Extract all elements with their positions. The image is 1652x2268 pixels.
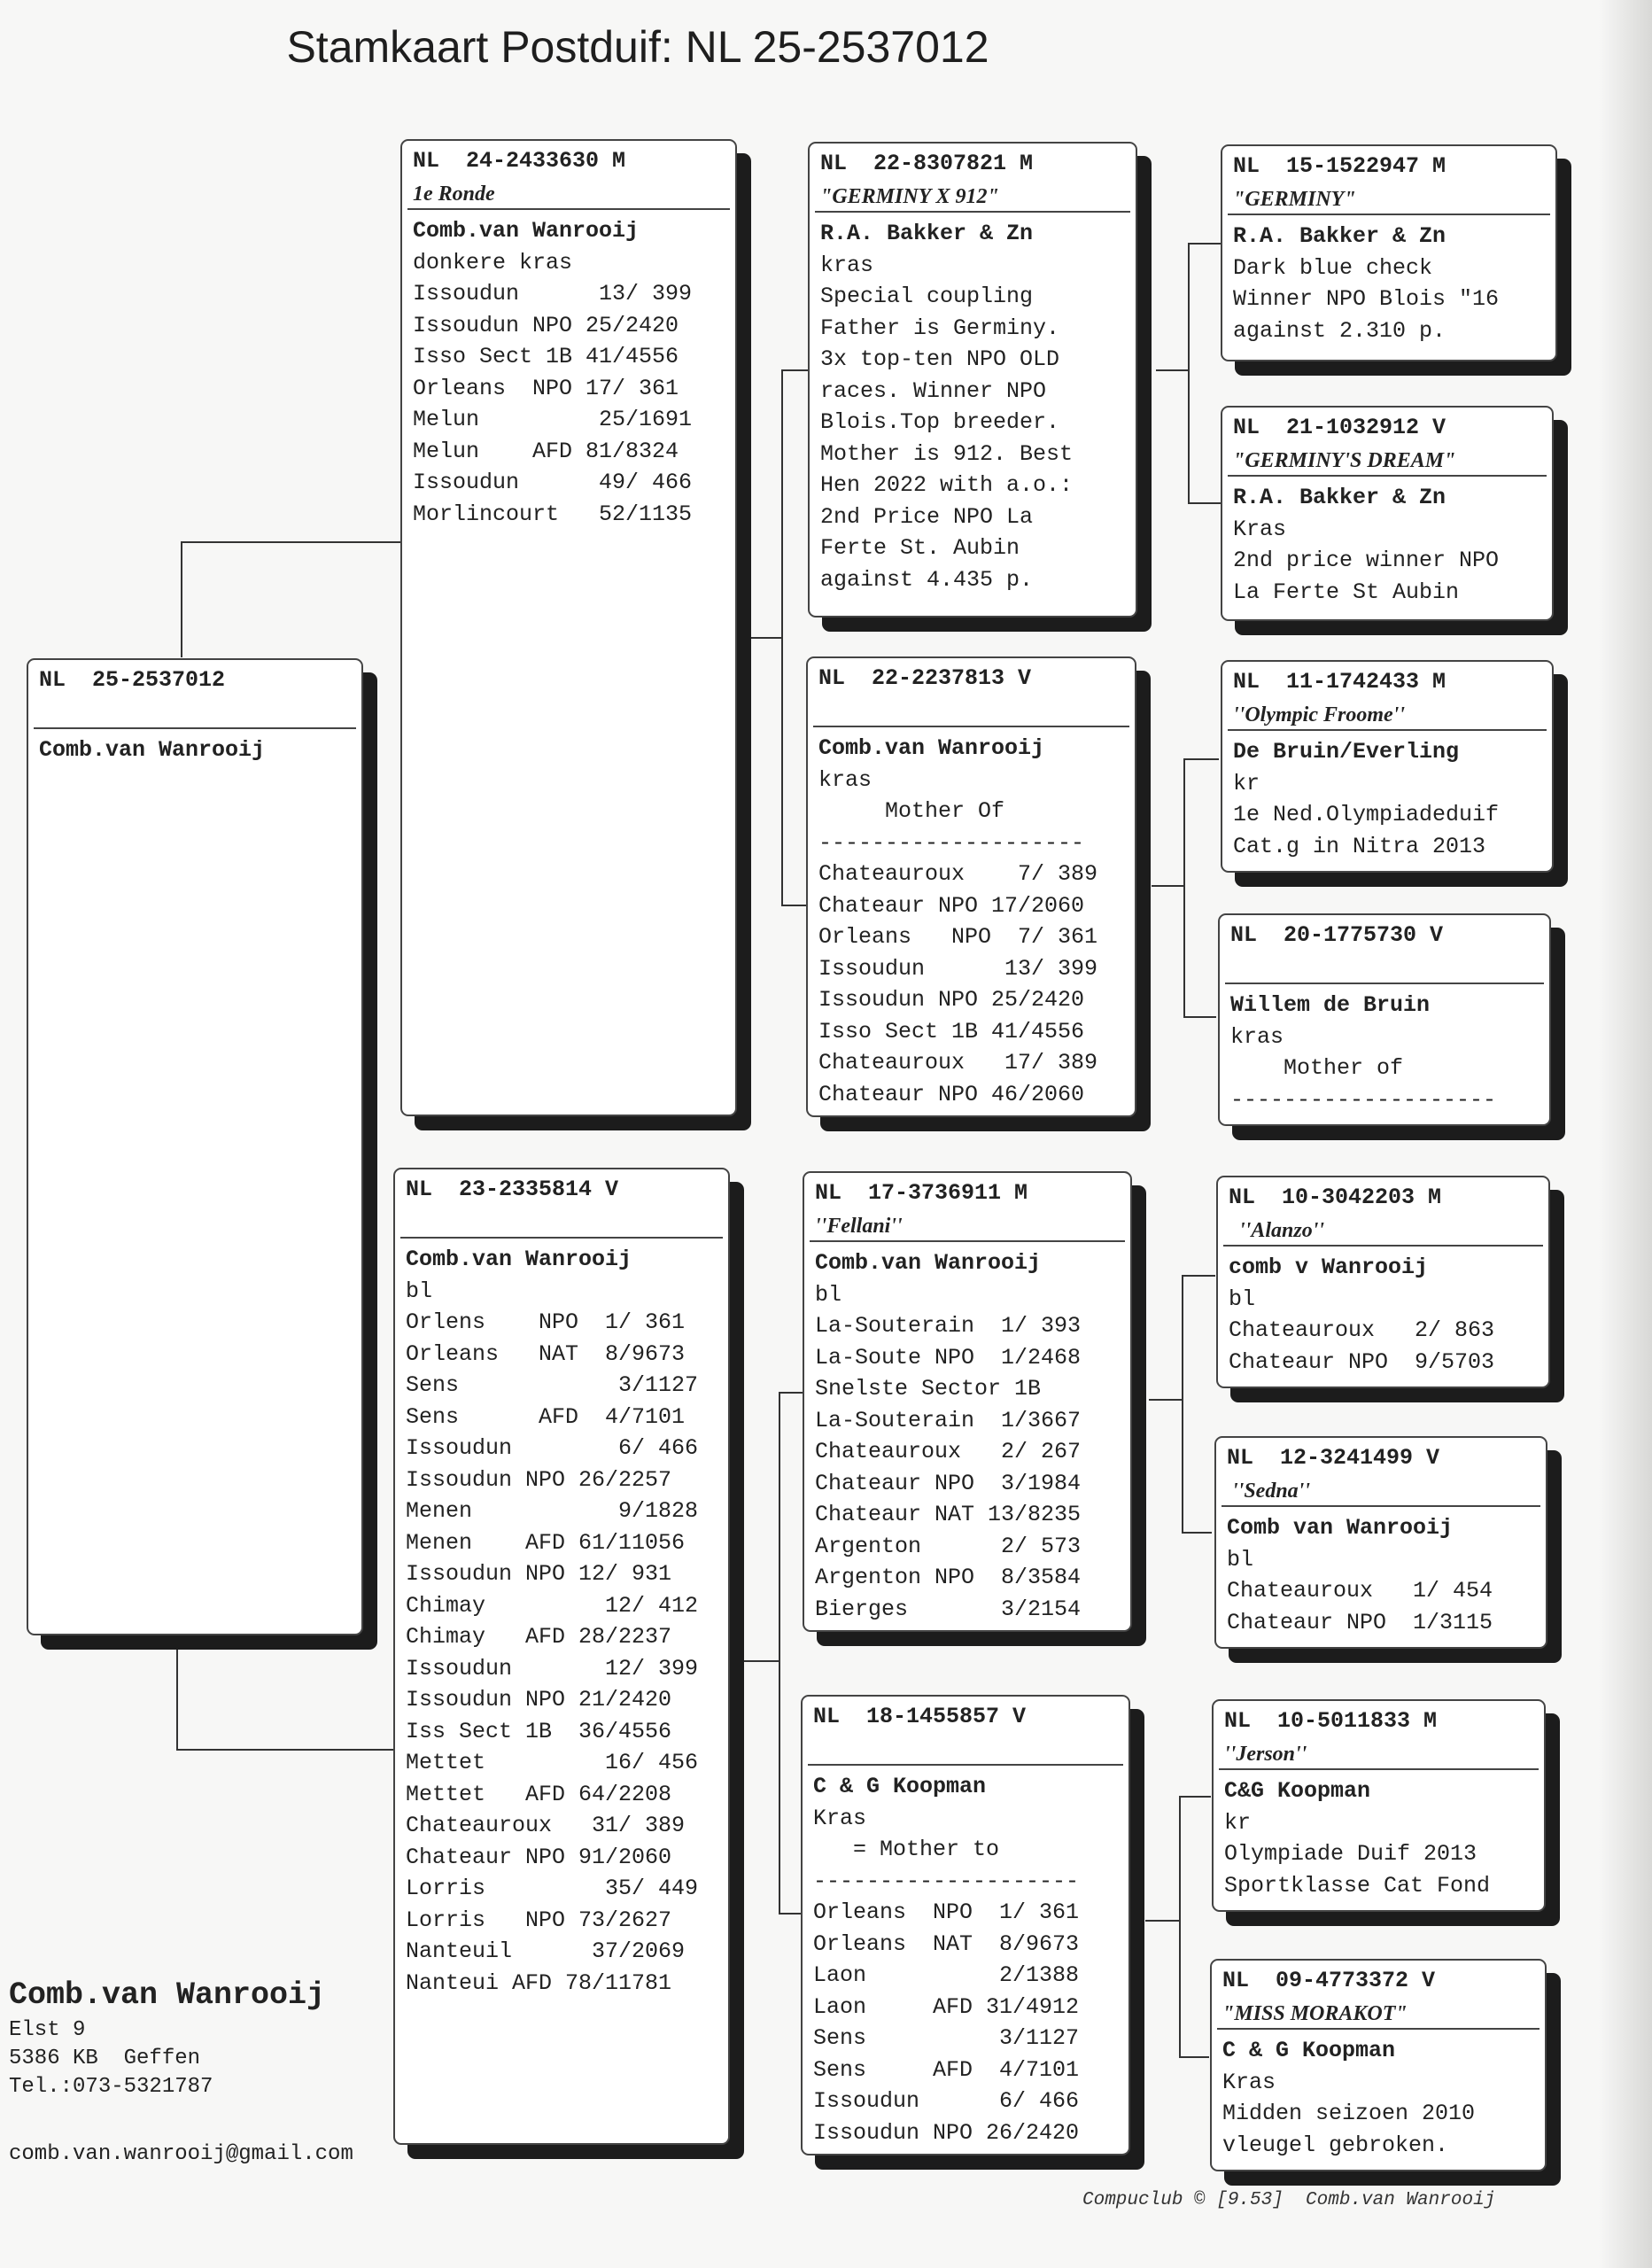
detail-line: Sens 3/1127	[813, 2025, 1080, 2051]
detail-line: Kras	[1222, 2069, 1276, 2095]
detail-line: Orleans NPO 17/ 361	[413, 375, 679, 401]
detail-line: Sens AFD 4/7101	[406, 1403, 686, 1430]
breeder-name: Comb van Wanrooij	[1227, 1515, 1454, 1541]
detail-line: kras	[818, 766, 873, 793]
detail-line: Cat.g in Nitra 2013	[1233, 833, 1486, 859]
ring-number: NL 18-1455857 V	[813, 1704, 1027, 1729]
pedigree-box-ff	[808, 142, 1137, 617]
detail-line: kr	[1233, 770, 1260, 796]
detail-line: Orleans NAT 8/9673	[406, 1340, 686, 1367]
pigeon-details	[1218, 1247, 1548, 1378]
detail-line: Special coupling	[820, 284, 1034, 309]
detail-line: Orleans NAT 8/9673	[813, 1930, 1080, 1957]
detail-line: Issoudun 12/ 399	[406, 1655, 699, 1682]
detail-line: Chimay AFD 28/2237	[406, 1624, 672, 1650]
pedigree-box-ffm	[1221, 406, 1554, 621]
detail-line: bl	[406, 1278, 433, 1304]
detail-line: Mettet AFD 64/2208	[406, 1781, 672, 1807]
pigeon-details	[808, 727, 1135, 1110]
detail-line: Menen AFD 61/11056	[406, 1529, 686, 1556]
detail-line: Issoudun NPO 12/ 931	[406, 1561, 672, 1587]
ring-number: NL 20-1775730 V	[1230, 922, 1444, 948]
detail-line: Lorris 35/ 449	[406, 1876, 699, 1901]
pedigree-box-fff	[1221, 144, 1557, 361]
breeder-name: R.A. Bakker & Zn	[1233, 485, 1446, 510]
ring-number: NL 09-4773372 V	[1222, 1968, 1436, 1993]
detail-line: --------------------	[818, 829, 1085, 856]
pigeon-details	[804, 1242, 1130, 1625]
pigeon-details	[1220, 984, 1549, 1115]
detail-line: Olympiade Duif 2013	[1224, 1841, 1477, 1867]
detail-line: bl	[815, 1281, 842, 1308]
detail-line: Chateauroux 17/ 389	[818, 1050, 1098, 1076]
pigeon-details	[1214, 1770, 1544, 1901]
detail-line: vleugel gebroken.	[1222, 2132, 1449, 2158]
pigeon-name: ''Fellani''	[815, 1215, 903, 1238]
detail-line: Issoudun 13/ 399	[413, 281, 693, 307]
pigeon-name: ''Olympic Froome''	[1233, 703, 1405, 726]
detail-line: Isso Sect 1B 41/4556	[818, 1018, 1085, 1045]
pigeon-details	[1222, 477, 1552, 608]
detail-line: = Mother to	[813, 1837, 1000, 1862]
pigeon-name	[28, 699, 361, 727]
detail-line: La Ferte St Aubin	[1233, 579, 1460, 605]
detail-line: Issoudun 6/ 466	[406, 1435, 699, 1461]
detail-line: --------------------	[813, 1868, 1080, 1894]
detail-line: Issoudun NPO 26/2257	[406, 1466, 672, 1493]
breeder-name: Comb.van Wanrooij	[406, 1247, 632, 1272]
ring-number: NL 21-1032912 V	[1233, 415, 1446, 440]
ring-number: NL 10-3042203 M	[1229, 1184, 1442, 1210]
ring-number: NL 10-5011833 M	[1224, 1708, 1438, 1734]
ring-number: NL 22-8307821 M	[820, 151, 1034, 176]
pigeon-details	[803, 1766, 1128, 2148]
pedigree-box-mff	[1216, 1176, 1550, 1388]
pedigree-box-mm	[801, 1695, 1130, 2155]
detail-line: against 4.435 p.	[820, 566, 1034, 593]
detail-line: --------------------	[1230, 1086, 1497, 1113]
page-title: Stamkaart Postduif: NL 25-2537012	[286, 22, 989, 72]
detail-line: Argenton NPO 8/3584	[815, 1565, 1082, 1590]
breeder-name: Comb.van Wanrooij	[818, 735, 1045, 761]
breeder-name: R.A. Bakker & Zn	[1233, 223, 1446, 249]
detail-line: Issoudun 49/ 466	[413, 470, 693, 495]
owner-email: comb.van.wanrooij@gmail.com	[9, 2142, 353, 2166]
pigeon-name: "GERMINY"	[1233, 188, 1356, 211]
breeder-name: De Bruin/Everling	[1233, 739, 1460, 765]
detail-line: Chateaur NPO 46/2060	[818, 1081, 1085, 1107]
pedigree-box-father	[400, 139, 737, 1116]
breeder-name: comb v Wanrooij	[1229, 1254, 1429, 1280]
ring-number: NL 12-3241499 V	[1227, 1445, 1440, 1471]
owner-address	[9, 1977, 353, 2166]
detail-line: Mother Of	[818, 798, 1005, 824]
detail-line: Chateaur NPO 1/3115	[1227, 1609, 1493, 1635]
breeder-name: Comb.van Wanrooij	[815, 1250, 1042, 1276]
detail-line: Bierges 3/2154	[815, 1596, 1082, 1622]
detail-line: Mettet 16/ 456	[406, 1750, 699, 1775]
detail-line: Issoudun NPO 25/2420	[818, 987, 1085, 1013]
detail-line: Laon AFD 31/4912	[813, 1993, 1080, 2020]
breeder-name: Comb.van Wanrooij	[39, 737, 266, 763]
detail-line: La-Souterain 1/3667	[815, 1407, 1082, 1433]
detail-line: Mother of	[1230, 1055, 1404, 1081]
pedigree-box-mfm	[1214, 1436, 1547, 1649]
detail-line: Nanteuil 37/2069	[406, 1938, 686, 1964]
pigeon-details	[1222, 731, 1552, 862]
detail-line: Argenton 2/ 573	[815, 1533, 1082, 1559]
detail-line: Chateauroux 7/ 389	[818, 861, 1098, 887]
detail-line: 2nd price winner NPO	[1233, 548, 1500, 573]
owner-name: Comb.van Wanrooij	[9, 1977, 326, 2013]
breeder-name: R.A. Bakker & Zn	[820, 221, 1034, 246]
ring-number: NL 24-2433630 M	[413, 148, 626, 174]
detail-line: Mother is 912. Best	[820, 440, 1074, 467]
detail-line: Lorris NPO 73/2627	[406, 1907, 672, 1933]
ring-number: NL 22-2237813 V	[818, 665, 1032, 691]
detail-line: 2nd Price NPO La	[820, 503, 1034, 530]
detail-line: Melun 25/1691	[413, 407, 693, 432]
detail-line: Dark blue check	[1233, 254, 1433, 281]
detail-line: Nanteui AFD 78/11781	[406, 1969, 672, 1996]
detail-line: Snelste Sector 1B	[815, 1376, 1042, 1402]
pigeon-details	[810, 213, 1136, 595]
pigeon-name	[808, 697, 1135, 726]
pedigree-box-mmf	[1212, 1699, 1546, 1912]
pigeon-name	[395, 1208, 728, 1237]
detail-line: Melun AFD 81/8324	[413, 438, 679, 464]
pigeon-name: 1e Ronde	[413, 183, 495, 206]
detail-line: Iss Sect 1B 36/4556	[406, 1718, 672, 1744]
detail-line: Chateaur NAT 13/8235	[815, 1502, 1082, 1527]
pigeon-name	[1220, 954, 1549, 983]
breeder-name: C & G Koopman	[1222, 2038, 1396, 2063]
detail-line: Hen 2022 with a.o.:	[820, 472, 1074, 498]
detail-line: races. Winner NPO	[820, 377, 1047, 404]
ring-number: NL 17-3736911 M	[815, 1180, 1028, 1206]
detail-line: Orleans NPO 1/ 361	[813, 1899, 1080, 1925]
detail-line: Laon 2/1388	[813, 1962, 1080, 1988]
detail-line: Sens AFD 4/7101	[813, 2056, 1080, 2083]
pigeon-name: "GERMINY X 912"	[820, 185, 999, 208]
detail-line: Morlincourt 52/1135	[413, 501, 693, 527]
detail-line: Chateauroux 31/ 389	[406, 1813, 686, 1838]
detail-line: Issoudun 13/ 399	[818, 955, 1098, 982]
footer-credit: Compuclub © [9.53] Comb.van Wanrooij	[1082, 2190, 1496, 2210]
detail-line: donkere kras	[413, 249, 573, 276]
pigeon-name: ''Alanzo''	[1229, 1219, 1325, 1242]
detail-line: Ferte St. Aubin	[820, 535, 1020, 561]
detail-line: Menen 9/1828	[406, 1498, 699, 1524]
detail-line: Father is Germiny.	[820, 315, 1060, 341]
detail-line: Issoudun NPO 26/2420	[813, 2119, 1080, 2146]
pedigree-box-mf	[803, 1171, 1132, 1632]
breeder-name: C&G Koopman	[1224, 1778, 1371, 1804]
detail-line: kr	[1224, 1809, 1252, 1836]
pigeon-details	[402, 210, 735, 530]
detail-line: Issoudun NPO 25/2420	[413, 312, 679, 338]
detail-line: La-Souterain 1/ 393	[815, 1313, 1082, 1339]
detail-line: Sportklasse Cat Fond	[1224, 1872, 1491, 1899]
detail-line: Kras	[1233, 516, 1287, 542]
owner-street: Elst 9	[9, 2018, 86, 2042]
detail-line: 1e Ned.Olympiadeduif	[1233, 802, 1500, 827]
detail-line: Issoudun NPO 21/2420	[406, 1687, 672, 1713]
pedigree-box-fm	[806, 656, 1136, 1117]
detail-line: Kras	[813, 1805, 867, 1831]
detail-line: Orleans NPO 7/ 361	[818, 924, 1098, 950]
detail-line: Orlens NPO 1/ 361	[406, 1309, 686, 1335]
detail-line: Chateaur NPO 3/1984	[815, 1470, 1082, 1496]
detail-line: La-Soute NPO 1/2468	[815, 1344, 1082, 1371]
pigeon-name: ''Sedna''	[1227, 1480, 1311, 1503]
pigeon-details	[1216, 1507, 1546, 1638]
detail-line: Chateaur NPO 91/2060	[406, 1844, 672, 1870]
detail-line: bl	[1227, 1546, 1254, 1573]
detail-line: Chateauroux 2/ 863	[1229, 1317, 1495, 1343]
pigeon-details	[1222, 215, 1555, 346]
pedigree-box-mmm	[1210, 1959, 1547, 2171]
pedigree-box-mother	[393, 1168, 730, 2145]
detail-line: Chateauroux 1/ 454	[1227, 1578, 1493, 1604]
ring-number: NL 11-1742433 M	[1233, 669, 1446, 695]
detail-line: Sens 3/1127	[406, 1372, 699, 1398]
detail-line: bl	[1229, 1285, 1256, 1312]
pigeon-name: ''Jerson''	[1224, 1743, 1307, 1766]
detail-line: Chateaur NPO 17/2060	[818, 892, 1085, 919]
pigeon-name	[803, 1736, 1128, 1764]
detail-line: Midden seizoen 2010	[1222, 2101, 1476, 2126]
pedigree-box-subject	[27, 658, 363, 1635]
owner-phone: Tel.:073-5321787	[9, 2075, 213, 2099]
detail-line: Chimay 12/ 412	[406, 1592, 699, 1619]
breeder-name: C & G Koopman	[813, 1774, 987, 1799]
detail-line: Chateauroux 2/ 267	[815, 1439, 1082, 1464]
pigeon-name: "GERMINY'S DREAM"	[1233, 449, 1456, 472]
ring-number: NL 23-2335814 V	[406, 1177, 619, 1202]
breeder-name: Comb.van Wanrooij	[413, 218, 640, 244]
ring-number: NL 15-1522947 M	[1233, 153, 1446, 179]
detail-line: Chateaur NPO 9/5703	[1229, 1348, 1495, 1375]
pigeon-details	[28, 729, 361, 766]
detail-line: kras	[1230, 1023, 1284, 1050]
detail-line: 3x top-ten NPO OLD	[820, 346, 1060, 372]
detail-line: against 2.310 p.	[1233, 317, 1446, 344]
owner-city: 5386 KB Geffen	[9, 2047, 201, 2070]
detail-line: kras	[820, 252, 874, 278]
breeder-name: Willem de Bruin	[1230, 992, 1431, 1018]
pedigree-box-fmf	[1221, 660, 1554, 873]
detail-line: Winner NPO Blois "16	[1233, 286, 1500, 312]
pedigree-box-fmm	[1218, 913, 1551, 1126]
detail-line: Blois.Top breeder.	[820, 409, 1060, 435]
pigeon-details	[395, 1239, 728, 1999]
pigeon-name: "MISS MORAKOT"	[1222, 2002, 1408, 2025]
pigeon-details	[1212, 2030, 1545, 2161]
detail-line: Issoudun 6/ 466	[813, 2088, 1080, 2114]
ring-number: NL 25-2537012	[39, 667, 226, 693]
detail-line: Isso Sect 1B 41/4556	[413, 344, 679, 369]
